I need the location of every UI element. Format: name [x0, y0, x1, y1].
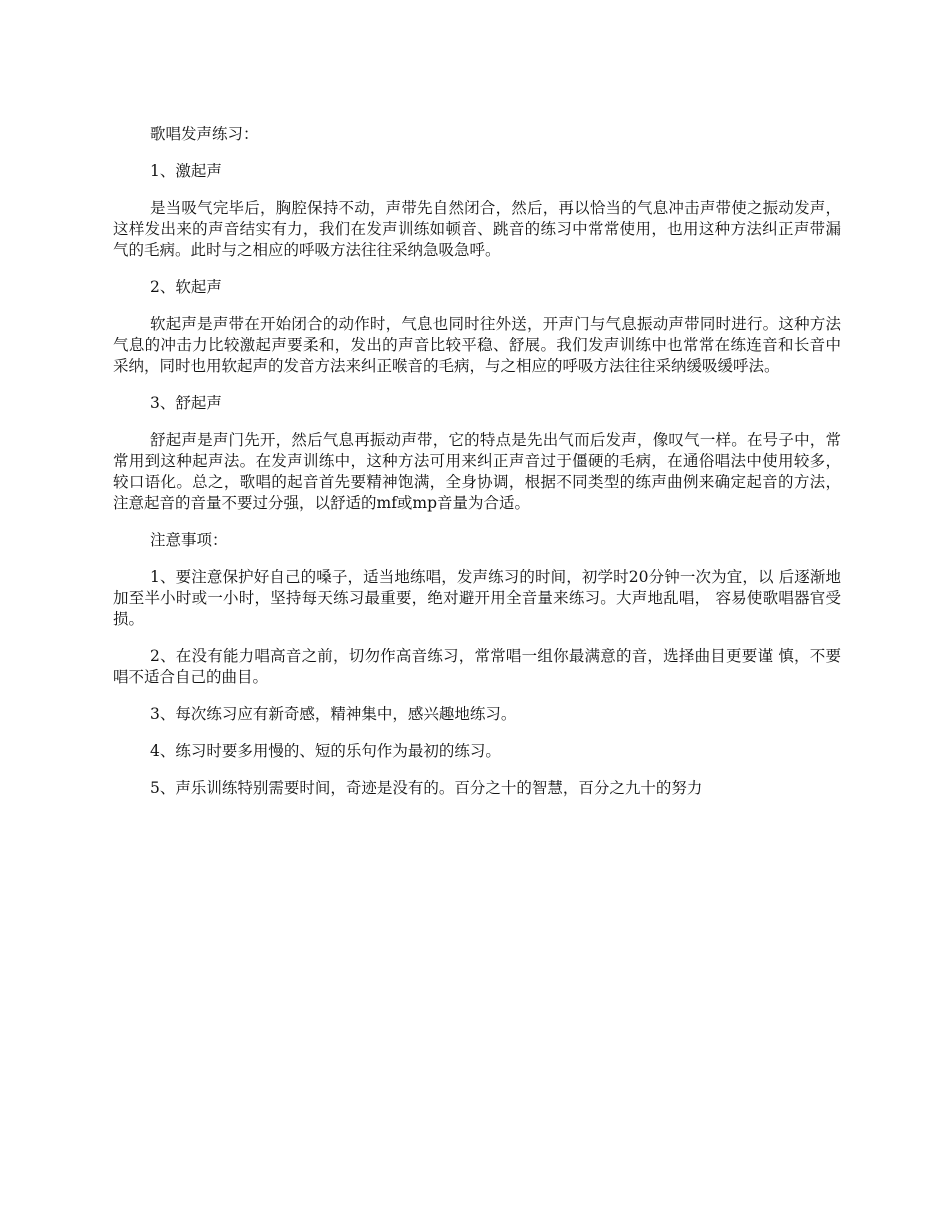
note-item-2: 2、在没有能力唱高音之前，切勿作高音练习，常常唱一组你最满意的音，选择曲目更要谨 慎，不要唱不适合自己的曲目。 [113, 647, 841, 686]
paragraph-hard-onset: 是当吸气完毕后，胸腔保持不动，声带先自然闭合，然后，再以恰当的气息冲击声带使之振动发声，这样发出来的声音结实有力，我们在发声训练如顿音、跳音的练习中常常使用，也用这种方法纠正声带漏气的毛病。此时与之相应的呼吸方法往往采纳急吸急呼。 [113, 199, 841, 259]
section-heading-vocal-practice: 歌唱发声练习： [150, 125, 259, 143]
note-item-5: 5、声乐训练特别需要时间，奇迹是没有的。百分之十的智慧，百分之九十的努力 [150, 779, 703, 797]
subheading-hard-onset: 1、激起声 [150, 162, 222, 180]
document-body [113, 124, 841, 799]
note-item-3: 3、每次练习应有新奇感，精神集中，感兴趣地练习。 [150, 705, 517, 723]
subheading-breathy-onset: 3、舒起声 [150, 394, 222, 412]
paragraph-breathy-onset: 舒起声是声门先开，然后气息再振动声带，它的特点是先出气而后发声，像叹气一样。在号子中，常常用到这种起声法。在发声训练中，这种方法可用来纠正声音过于僵硬的毛病，在通俗唱法中使用较多，较口语化。总之，歌唱的起音首先要精神饱满，全身协调，根据不同类型的练声曲例来确定起音的方法，注意起音的音量不要过分强，以舒适的mf或mp音量为合适。 [113, 431, 841, 512]
paragraph-soft-onset: 软起声是声带在开始闭合的动作时，气息也同时往外送，开声门与气息振动声带同时进行。这种方法气息的冲击力比较激起声要柔和，发出的声音比较平稳、舒展。我们发声训练中也常常在练连音和长音中采纳，同时也用软起声的发音方法来纠正喉音的毛病，与之相应的呼吸方法往往采纳缓吸缓呼法。 [113, 315, 841, 375]
section-heading-notes: 注意事项： [150, 531, 228, 549]
note-item-1: 1、要注意保护好自己的嗓子，适当地练唱，发声练习的时间，初学时20分钟一次为宜，以 后逐渐地加至半小时或一小时，坚持每天练习最重要，绝对避开用全音量来练习。大声地乱唱， 容易使歌唱器官受损。 [113, 568, 841, 628]
subheading-soft-onset: 2、软起声 [150, 278, 222, 296]
note-item-4: 4、练习时要多用慢的、短的乐句作为最初的练习。 [150, 742, 501, 760]
